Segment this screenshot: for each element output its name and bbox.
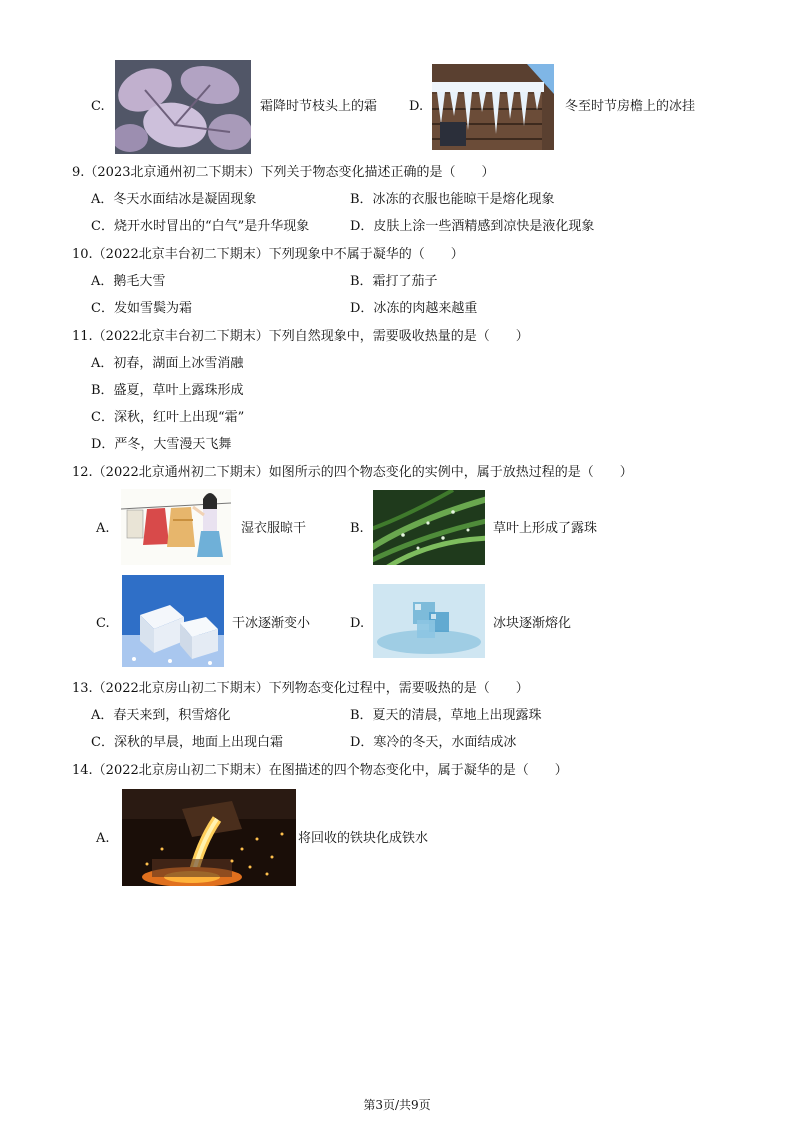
q11-option-d: D．严冬，大雪漫天飞舞 <box>91 437 232 452</box>
q13-option-a: A．春天来到，积雪熔化 <box>91 708 231 723</box>
q8-option-c-caption: 霜降时节枝头上的霜 <box>260 99 378 114</box>
icicles-roof-photo <box>432 64 554 150</box>
q10-stem: 10.（2022北京丰台初二下期末）下列现象中不属于凝华的（ ） <box>72 247 464 262</box>
q13-stem: 13.（2022北京房山初二下期末）下列物态变化过程中，需要吸热的是（ ） <box>72 681 529 696</box>
q14-option-a-caption: 将回收的铁块化成铁水 <box>298 831 429 846</box>
q12-option-b-caption: 草叶上形成了露珠 <box>493 521 598 536</box>
q10-option-a: A．鹅毛大雪 <box>91 274 166 289</box>
q14-stem: 14.（2022北京房山初二下期末）在图描述的四个物态变化中，属于凝华的是（ ） <box>72 763 568 778</box>
q12-option-d-caption: 冰块逐渐熔化 <box>493 616 572 631</box>
q8-option-d-caption: 冬至时节房檐上的冰挂 <box>565 99 696 114</box>
q11-stem: 11.（2022北京丰台初二下期末）下列自然现象中，需要吸收热量的是（ ） <box>72 329 529 344</box>
q12-option-b-letter: B. <box>350 521 364 536</box>
q9-option-d: D．皮肤上涂一些酒精感到凉快是液化现象 <box>350 219 595 234</box>
q9-option-b: B．冰冻的衣服也能晾干是熔化现象 <box>350 192 555 207</box>
q12-option-a-letter: A. <box>96 521 110 536</box>
q11-option-c: C．深秋，红叶上出现“霜” <box>91 410 245 425</box>
drying-clothes-picture <box>121 489 231 565</box>
q9-option-a: A．冬天水面结冰是凝固现象 <box>91 192 257 207</box>
q13-option-b: B．夏天的清晨，草地上出现露珠 <box>350 708 542 723</box>
q9-option-c: C．烧开水时冒出的“白气”是升华现象 <box>91 219 310 234</box>
frost-leaves-photo <box>115 60 251 154</box>
q12-option-a-caption: 湿衣服晾干 <box>241 521 307 536</box>
q12-option-c-letter: C. <box>96 616 110 631</box>
dew-on-grass-photo <box>373 490 485 565</box>
melting-ice-photo <box>373 584 485 658</box>
q12-stem: 12.（2022北京通州初二下期末）如图所示的四个物态变化的实例中，属于放热过程的是（ ） <box>72 465 633 480</box>
page-number: 第3页/共9页 <box>363 1098 431 1112</box>
q8-option-c-letter: C. <box>91 99 105 114</box>
q13-option-d: D．寒冷的冬天，水面结成冰 <box>350 735 517 750</box>
q10-option-d: D．冰冻的肉越来越重 <box>350 301 478 316</box>
q13-option-c: C．深秋的早晨，地面上出现白霜 <box>91 735 283 750</box>
q12-option-d-letter: D. <box>350 616 365 631</box>
q9-stem: 9.（2023北京通州初二下期末）下列关于物态变化描述正确的是（ ） <box>72 165 495 180</box>
molten-iron-photo <box>122 789 296 886</box>
q11-option-a: A．初春，湖面上冰雪消融 <box>91 356 244 371</box>
q10-option-c: C．发如雪鬓为霜 <box>91 301 192 316</box>
q10-option-b: B．霜打了茄子 <box>350 274 438 289</box>
q8-option-d-letter: D. <box>409 99 424 114</box>
q11-option-b: B．盛夏，草叶上露珠形成 <box>91 383 244 398</box>
dry-ice-photo <box>122 575 224 667</box>
q12-option-c-caption: 干冰逐渐变小 <box>232 616 311 631</box>
q14-option-a-letter: A. <box>96 831 110 846</box>
